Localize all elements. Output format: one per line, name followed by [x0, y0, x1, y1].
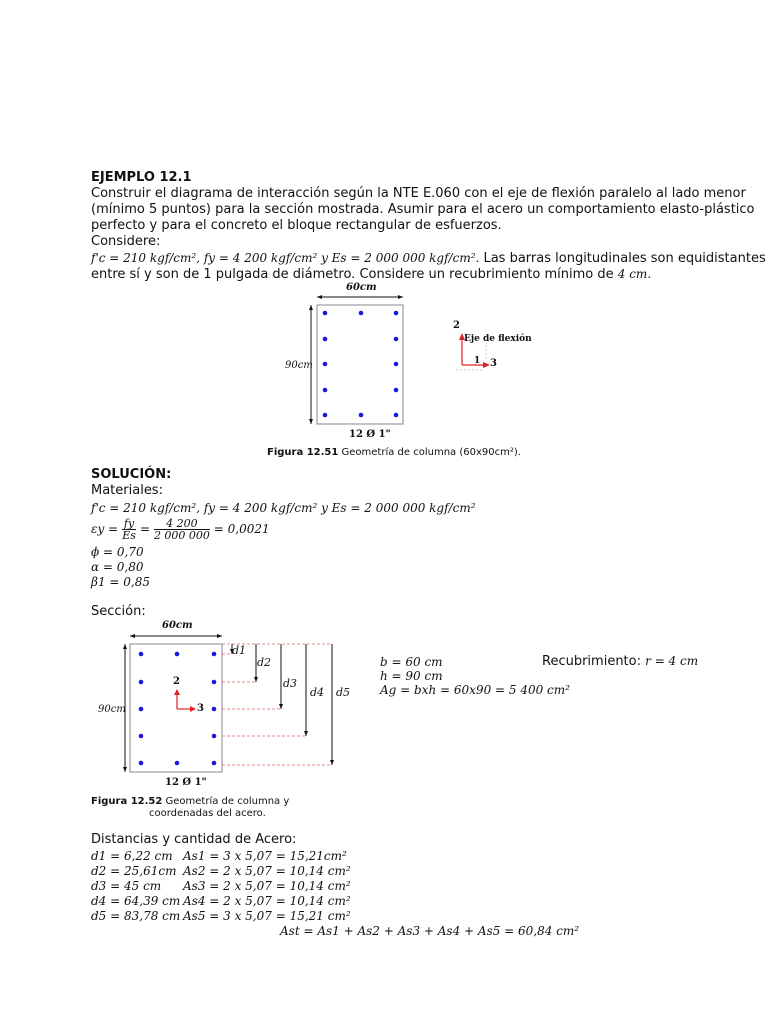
fig2-axis-2-label: 2 [173, 676, 180, 687]
caption-number: Figura 12.51 [267, 447, 339, 458]
example-title: EJEMPLO 12.1 [91, 170, 192, 185]
caption-number-2: Figura 12.52 [91, 796, 163, 807]
fig1-axis-1-label: 1 [474, 356, 481, 366]
d-row-3: d3 = 45 cm [91, 879, 162, 893]
as-row-2: As2 = 2 x 5,07 = 10,14 cm² [183, 864, 351, 878]
d-row-2: d2 = 25,61cm [91, 864, 177, 878]
d-row-5: d5 = 83,78 cm [91, 909, 181, 923]
phi-value: ϕ = 0,70 [91, 545, 144, 559]
h-value: h = 90 cm [380, 669, 443, 683]
d-row-1: d1 = 6,22 cm [91, 849, 173, 863]
beta-value: β1 = 0,85 [91, 575, 150, 589]
ey-frac2-num: 4 200 [154, 518, 210, 530]
materials-values: f'c = 210 kgf/cm², fy = 4 200 kgf/cm² y Es = 2 000 000 kgf/cm² [91, 501, 476, 515]
yield-strain-equation: εy = $\frac{fy}{Es}$ = $\frac{4 200}{2 000 000}$ = 0,0021 [91, 517, 270, 542]
ey-result: = 0,0021 [213, 522, 270, 536]
fig1-axis-title: Eje de flexión [464, 334, 532, 344]
ag-value: Ag = bxh = 60x90 = 5 400 cm² [380, 683, 570, 697]
cover-value: 4 cm. [617, 267, 652, 281]
d5-label: d5 [336, 686, 351, 699]
ast-total: Ast = As1 + As2 + As3 + As4 + As5 = 60,84 cm² [280, 924, 580, 938]
d1-label: d1 [232, 644, 247, 657]
cover-line [542, 653, 698, 670]
fig2-width-label: 60cm [162, 620, 193, 631]
fig1-height-label: 90cm [285, 360, 313, 371]
fig2-bars-label: 12 Ø 1" [165, 777, 207, 788]
considere-label: Considere: [91, 234, 161, 249]
bars-description-text: entre sí y son de 1 pulgada de diámetro. Considere un recubrimiento mínimo de [91, 267, 614, 282]
ey-frac1-num: fy [123, 517, 135, 530]
cover-value-2: r = 4 cm [645, 654, 699, 668]
ey-frac2-den: 2 000 000 [153, 529, 210, 542]
distances-title: Distancias y cantidad de Acero: [91, 832, 297, 847]
given-values-math: f'c = 210 kgf/cm², fy = 4 200 kgf/cm² y Es = 2 000 000 kgf/cm². [91, 251, 480, 265]
fig2-axis-3-label: 3 [197, 703, 204, 714]
caption-text-2b: coordenadas del acero. [149, 808, 266, 819]
section-label: Sección: [91, 604, 146, 619]
fig2-height-label: 90cm [98, 704, 126, 715]
problem-line-3: perfecto y para el concreto el bloque rectangular de esfuerzos. [91, 218, 502, 233]
as-row-5: As5 = 3 x 5,07 = 15,21 cm² [183, 909, 351, 923]
d-row-4: d4 = 64,39 cm [91, 894, 181, 908]
d3-label: d3 [283, 677, 298, 690]
d2-label: d2 [257, 656, 272, 669]
as-row-4: As4 = 2 x 5,07 = 10,14 cm² [183, 894, 351, 908]
materials-label: Materiales: [91, 483, 163, 498]
problem-line-2: (mínimo 5 puntos) para la sección mostrada. Asumir para el acero un comportamiento elasto-plástico [91, 202, 755, 217]
as-row-3: As3 = 2 x 5,07 = 10,14 cm² [183, 879, 351, 893]
b-value: b = 60 cm [380, 655, 443, 669]
fig1-axis-2-label: 2 [453, 320, 460, 331]
problem-line-1: Construir el diagrama de interacción según la NTE E.060 con el eje de flexión paralelo al lado menor [91, 186, 746, 201]
ey-lhs: εy = [91, 522, 119, 536]
caption-text-2a: Geometría de columna y [165, 796, 290, 807]
alpha-value: α = 0,80 [91, 560, 144, 574]
fig1-bars-label: 12 Ø 1" [349, 429, 391, 440]
as-row-1: As1 = 3 x 5,07 = 15,21cm² [183, 849, 347, 863]
ey-frac1-den: Es [122, 529, 136, 542]
solution-title: SOLUCIÓN: [91, 467, 172, 482]
fig1-axis-3-label: 3 [490, 358, 497, 369]
fig1-width-label: 60cm [346, 282, 377, 293]
caption-text: Geometría de columna (60x90cm²). [341, 447, 521, 458]
given-values-text: Las barras longitudinales son equidistantes [483, 251, 766, 266]
d4-label: d4 [310, 686, 325, 699]
cover-label: Recubrimiento: [542, 654, 641, 669]
